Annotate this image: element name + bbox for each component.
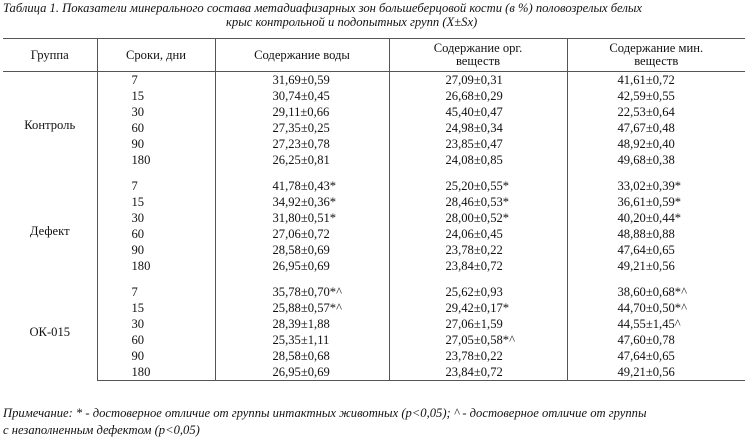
organic-cell: 23,78±0,22 [389, 348, 567, 364]
data-table [3, 38, 745, 381]
header-organic-line-2: веществ [455, 54, 501, 68]
spacer-cell [215, 168, 389, 178]
table-row [3, 120, 745, 136]
caption-line-1: Таблица 1. Показатели минерального состава метадиафизарных зон большеберцовой кости (в %) половозрелых белых [3, 1, 642, 15]
table-caption [3, 1, 743, 29]
organic-cell: 29,42±0,17* [389, 300, 567, 316]
table-note [3, 405, 745, 439]
group-name-cell: ОК-015 [29, 325, 71, 340]
days-cell: 7 [97, 284, 215, 300]
organic-cell: 27,06±1,59 [389, 316, 567, 332]
mineral-cell: 22,53±0,64 [567, 104, 745, 120]
organic-cell: 45,40±0,47 [389, 104, 567, 120]
header-mineral-line-2: веществ [634, 54, 679, 68]
table-row [3, 332, 745, 348]
mineral-cell: 41,61±0,72 [567, 72, 745, 89]
table-row [3, 152, 745, 168]
mineral-cell: 38,60±0,68*^ [567, 284, 745, 300]
water-cell: 26,95±0,69 [215, 364, 389, 381]
days-cell: 7 [97, 178, 215, 194]
water-cell: 26,25±0,81 [215, 152, 389, 168]
organic-cell: 24,06±0,45 [389, 226, 567, 242]
mineral-cell: 48,88±0,88 [567, 226, 745, 242]
water-cell: 34,92±0,36* [215, 194, 389, 210]
organic-cell: 27,09±0,31 [389, 72, 567, 89]
water-cell: 41,78±0,43* [215, 178, 389, 194]
days-cell: 90 [97, 242, 215, 258]
table-row [3, 210, 745, 226]
water-cell: 25,88±0,57*^ [215, 300, 389, 316]
spacer-cell [215, 274, 389, 284]
spacer-cell [567, 274, 745, 284]
organic-cell: 23,84±0,72 [389, 258, 567, 274]
water-cell: 26,95±0,69 [215, 258, 389, 274]
days-cell: 60 [97, 226, 215, 242]
organic-cell: 24,08±0,85 [389, 152, 567, 168]
table-row [3, 348, 745, 364]
mineral-cell: 49,21±0,56 [567, 258, 745, 274]
organic-cell: 25,20±0,55* [389, 178, 567, 194]
mineral-cell: 36,61±0,59* [567, 194, 745, 210]
organic-cell: 25,62±0,93 [389, 284, 567, 300]
spacer-cell [97, 168, 215, 178]
table-row [3, 88, 745, 104]
water-cell: 27,23±0,78 [215, 136, 389, 152]
organic-cell: 27,05±0,58*^ [389, 332, 567, 348]
spacer-cell [97, 274, 215, 284]
table-row [3, 242, 745, 258]
mineral-cell: 47,64±0,65 [567, 242, 745, 258]
days-cell: 7 [97, 72, 215, 89]
days-cell: 30 [97, 210, 215, 226]
table-row [3, 284, 745, 300]
header-organic-line-1: Содержание орг. [433, 41, 523, 55]
days-cell: 180 [97, 152, 215, 168]
table-row [3, 316, 745, 332]
table-row [3, 72, 745, 89]
spacer-cell [567, 168, 745, 178]
note-line-1: Примечание: * - достоверное отличие от группы интактных животных (p<0,05); ^ - достоверное отличие от группы [3, 406, 647, 420]
table-row [3, 364, 745, 381]
days-cell: 15 [97, 300, 215, 316]
water-cell: 29,11±0,66 [215, 104, 389, 120]
header-water: Содержание воды [215, 39, 389, 72]
days-cell: 60 [97, 332, 215, 348]
mineral-cell: 44,55±1,45^ [567, 316, 745, 332]
mineral-cell: 44,70±0,50*^ [567, 300, 745, 316]
group-name-cell: Контроль [24, 118, 76, 132]
organic-cell: 23,84±0,72 [389, 364, 567, 381]
header-organic [389, 39, 567, 72]
days-cell: 90 [97, 348, 215, 364]
mineral-cell: 49,21±0,56 [567, 364, 745, 381]
group-spacer-row [3, 168, 745, 178]
caption-line-2: крыс контрольной и подопытных групп (X±Sx) [226, 15, 478, 29]
days-cell: 180 [97, 364, 215, 381]
organic-cell: 23,78±0,22 [389, 242, 567, 258]
mineral-cell: 49,68±0,38 [567, 152, 745, 168]
organic-cell: 23,85±0,47 [389, 136, 567, 152]
table-row [3, 226, 745, 242]
days-cell: 30 [97, 104, 215, 120]
header-days: Сроки, дни [97, 39, 215, 72]
table-body [3, 72, 745, 381]
organic-cell: 26,68±0,29 [389, 88, 567, 104]
water-cell: 28,39±1,88 [215, 316, 389, 332]
days-cell: 60 [97, 120, 215, 136]
header-group: Группа [3, 39, 97, 72]
organic-cell: 28,00±0,52* [389, 210, 567, 226]
days-cell: 30 [97, 316, 215, 332]
note-line-2: с незаполненным дефектом (p<0,05) [3, 423, 200, 437]
table-row [3, 136, 745, 152]
mineral-cell: 47,67±0,48 [567, 120, 745, 136]
mineral-cell: 47,60±0,78 [567, 332, 745, 348]
water-cell: 27,35±0,25 [215, 120, 389, 136]
days-cell: 90 [97, 136, 215, 152]
water-cell: 27,06±0,72 [215, 226, 389, 242]
mineral-cell: 40,20±0,44* [567, 210, 745, 226]
days-cell: 15 [97, 194, 215, 210]
spacer-cell [389, 168, 567, 178]
mineral-cell: 48,92±0,40 [567, 136, 745, 152]
water-cell: 30,74±0,45 [215, 88, 389, 104]
mineral-cell: 47,64±0,65 [567, 348, 745, 364]
days-cell: 15 [97, 88, 215, 104]
header-mineral-line-1: Содержание мин. [609, 41, 704, 55]
table-row [3, 194, 745, 210]
water-cell: 28,58±0,68 [215, 348, 389, 364]
water-cell: 25,35±1,11 [215, 332, 389, 348]
organic-cell: 28,46±0,53* [389, 194, 567, 210]
organic-cell: 24,98±0,34 [389, 120, 567, 136]
water-cell: 35,78±0,70*^ [215, 284, 389, 300]
header-mineral [567, 39, 745, 72]
group-name-cell: Дефект [29, 224, 70, 238]
water-cell: 31,69±0,59 [215, 72, 389, 89]
header-row [3, 39, 745, 72]
group-spacer-row [3, 274, 745, 284]
table-row [3, 104, 745, 120]
mineral-cell: 33,02±0,39* [567, 178, 745, 194]
mineral-cell: 42,59±0,55 [567, 88, 745, 104]
days-cell: 180 [97, 258, 215, 274]
water-cell: 31,80±0,51* [215, 210, 389, 226]
table-row [3, 178, 745, 194]
water-cell: 28,58±0,69 [215, 242, 389, 258]
table-row [3, 300, 745, 316]
spacer-cell [389, 274, 567, 284]
table-row [3, 258, 745, 274]
